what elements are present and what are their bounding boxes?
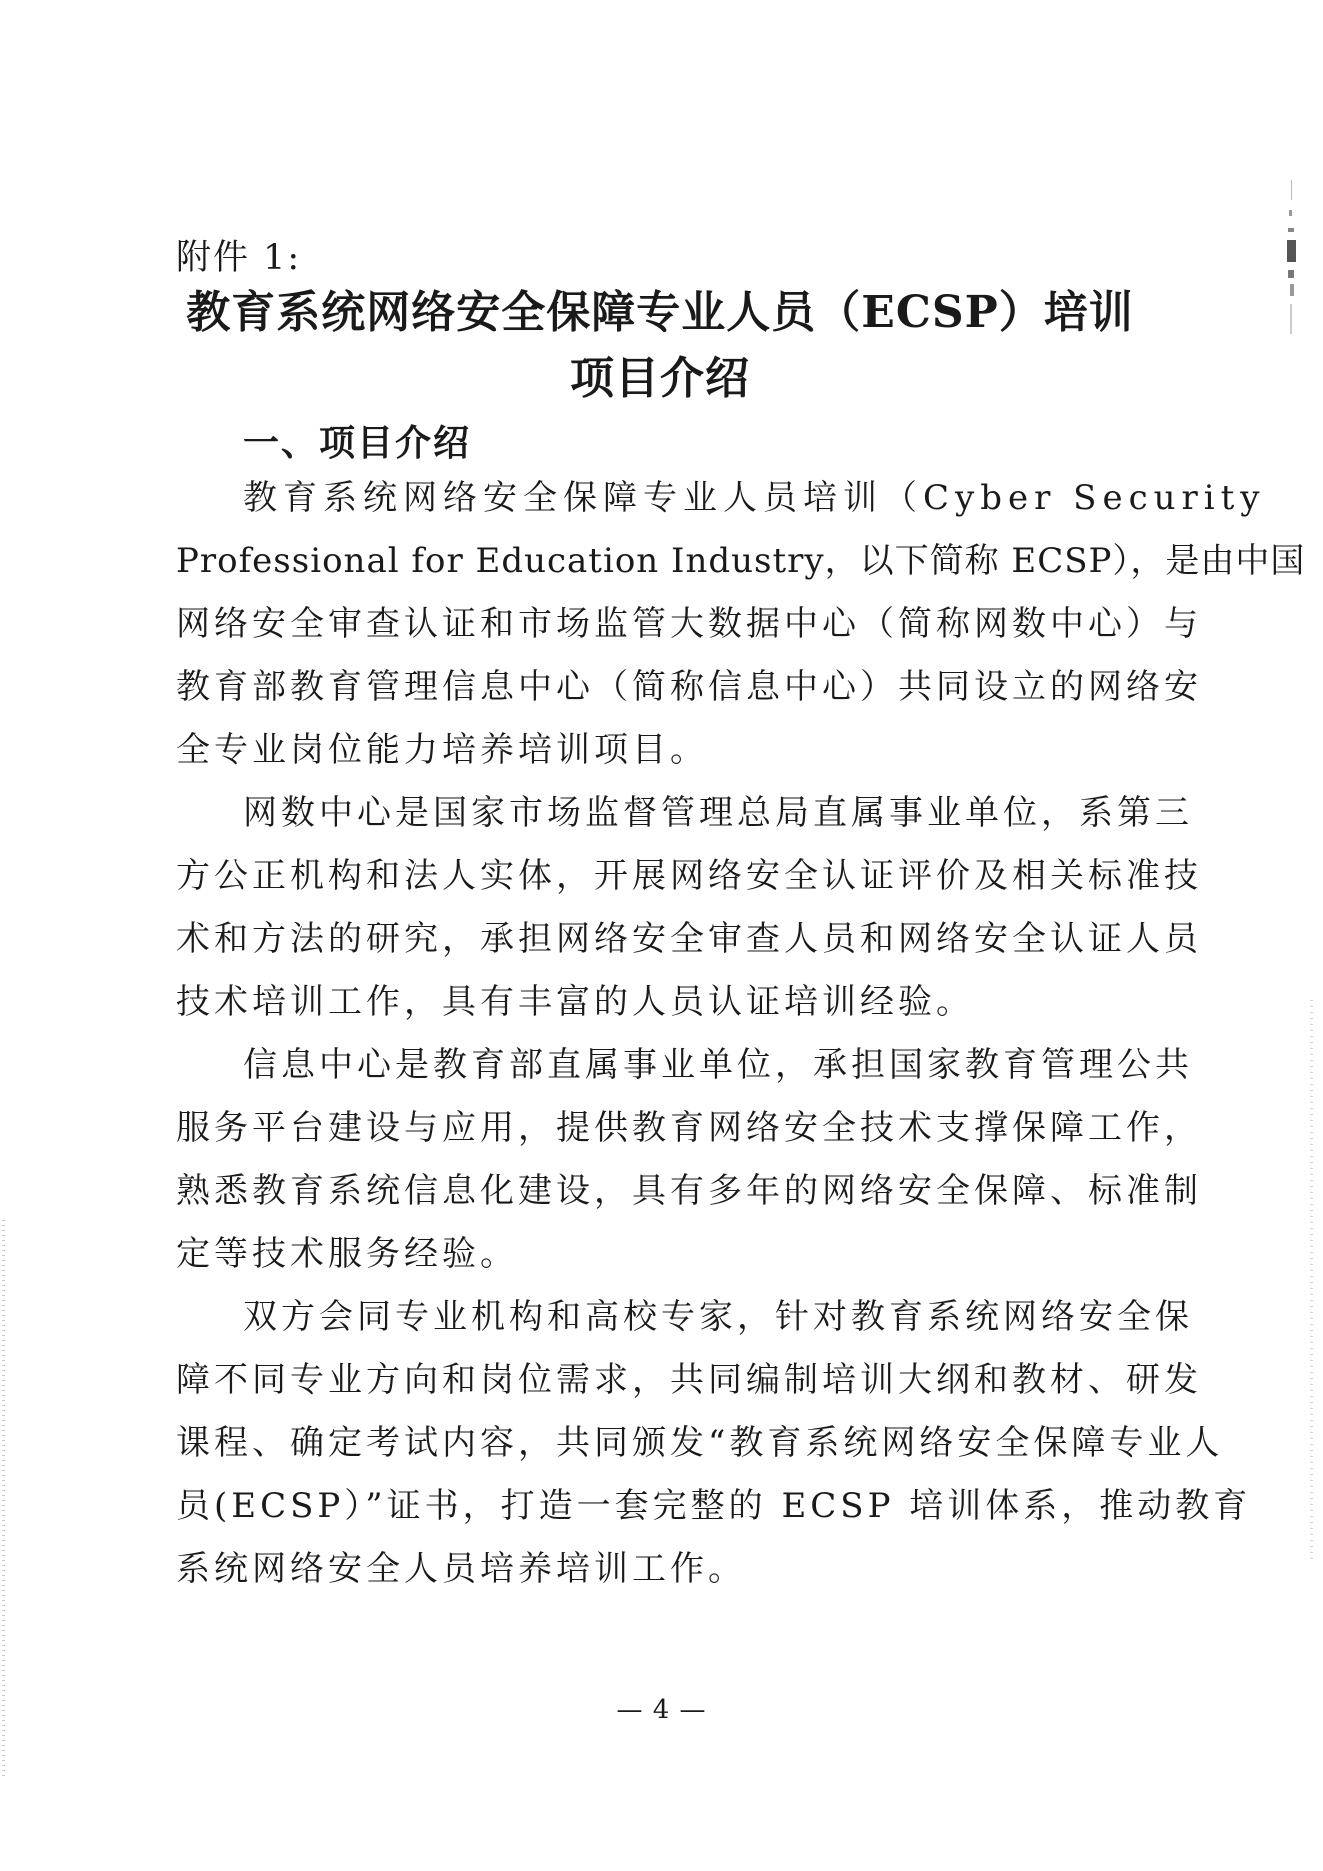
paragraph-line: 全专业岗位能力培养培训项目。	[176, 730, 708, 770]
scan-edge-right	[1310, 1000, 1313, 1560]
paragraph-line: 信息中心是教育部直属事业单位，承担国家教育管理公共	[243, 1045, 1193, 1085]
paragraph-line: 教育部教育管理信息中心（简称信息中心）共同设立的网络安	[176, 667, 1202, 707]
paragraph-line: Professional for Education Industry，以下简称 ECSP），是由中国	[176, 541, 1306, 581]
paragraph-line: 熟悉教育系统信息化建设，具有多年的网络安全保障、标准制	[176, 1171, 1202, 1211]
paragraph-line: 课程、确定考试内容，共同颁发“教育系统网络安全保障专业人	[176, 1423, 1224, 1463]
paragraph-line: 网数中心是国家市场监督管理总局直属事业单位，系第三	[243, 793, 1193, 833]
document-title-line-2: 项目介绍	[570, 353, 750, 404]
paragraph-line: 网络安全审查认证和市场监管大数据中心（简称网数中心）与	[176, 604, 1202, 644]
attachment-label: 附件 1:	[176, 238, 302, 278]
scan-margin-marks	[1285, 180, 1299, 340]
paragraph-line: 定等技术服务经验。	[176, 1234, 518, 1274]
document-title-line-1: 教育系统网络安全保障专业人员（ECSP）培训	[186, 287, 1134, 338]
paragraph-line: 员(ECSP）”证书，打造一套完整的 ECSP 培训体系，推动教育	[176, 1486, 1252, 1526]
section-heading: 一、项目介绍	[243, 422, 472, 464]
page-number: — 4 —	[616, 1695, 707, 1725]
paragraph-line: 术和方法的研究，承担网络安全审查人员和网络安全认证人员	[176, 919, 1202, 959]
paragraph-line: 教育系统网络安全保障专业人员培训（Cyber Security	[243, 478, 1266, 518]
paragraph-line: 系统网络安全人员培养培训工作。	[176, 1549, 746, 1589]
paragraph-line: 方公正机构和法人实体，开展网络安全认证评价及相关标准技	[176, 856, 1202, 896]
paragraph-line: 服务平台建设与应用，提供教育网络安全技术支撑保障工作，	[176, 1108, 1202, 1148]
paragraph-line: 技术培训工作，具有丰富的人员认证培训经验。	[176, 982, 974, 1022]
paragraph-line: 双方会同专业机构和高校专家，针对教育系统网络安全保	[243, 1297, 1193, 1337]
paragraph-line: 障不同专业方向和岗位需求，共同编制培训大纲和教材、研发	[176, 1360, 1202, 1400]
